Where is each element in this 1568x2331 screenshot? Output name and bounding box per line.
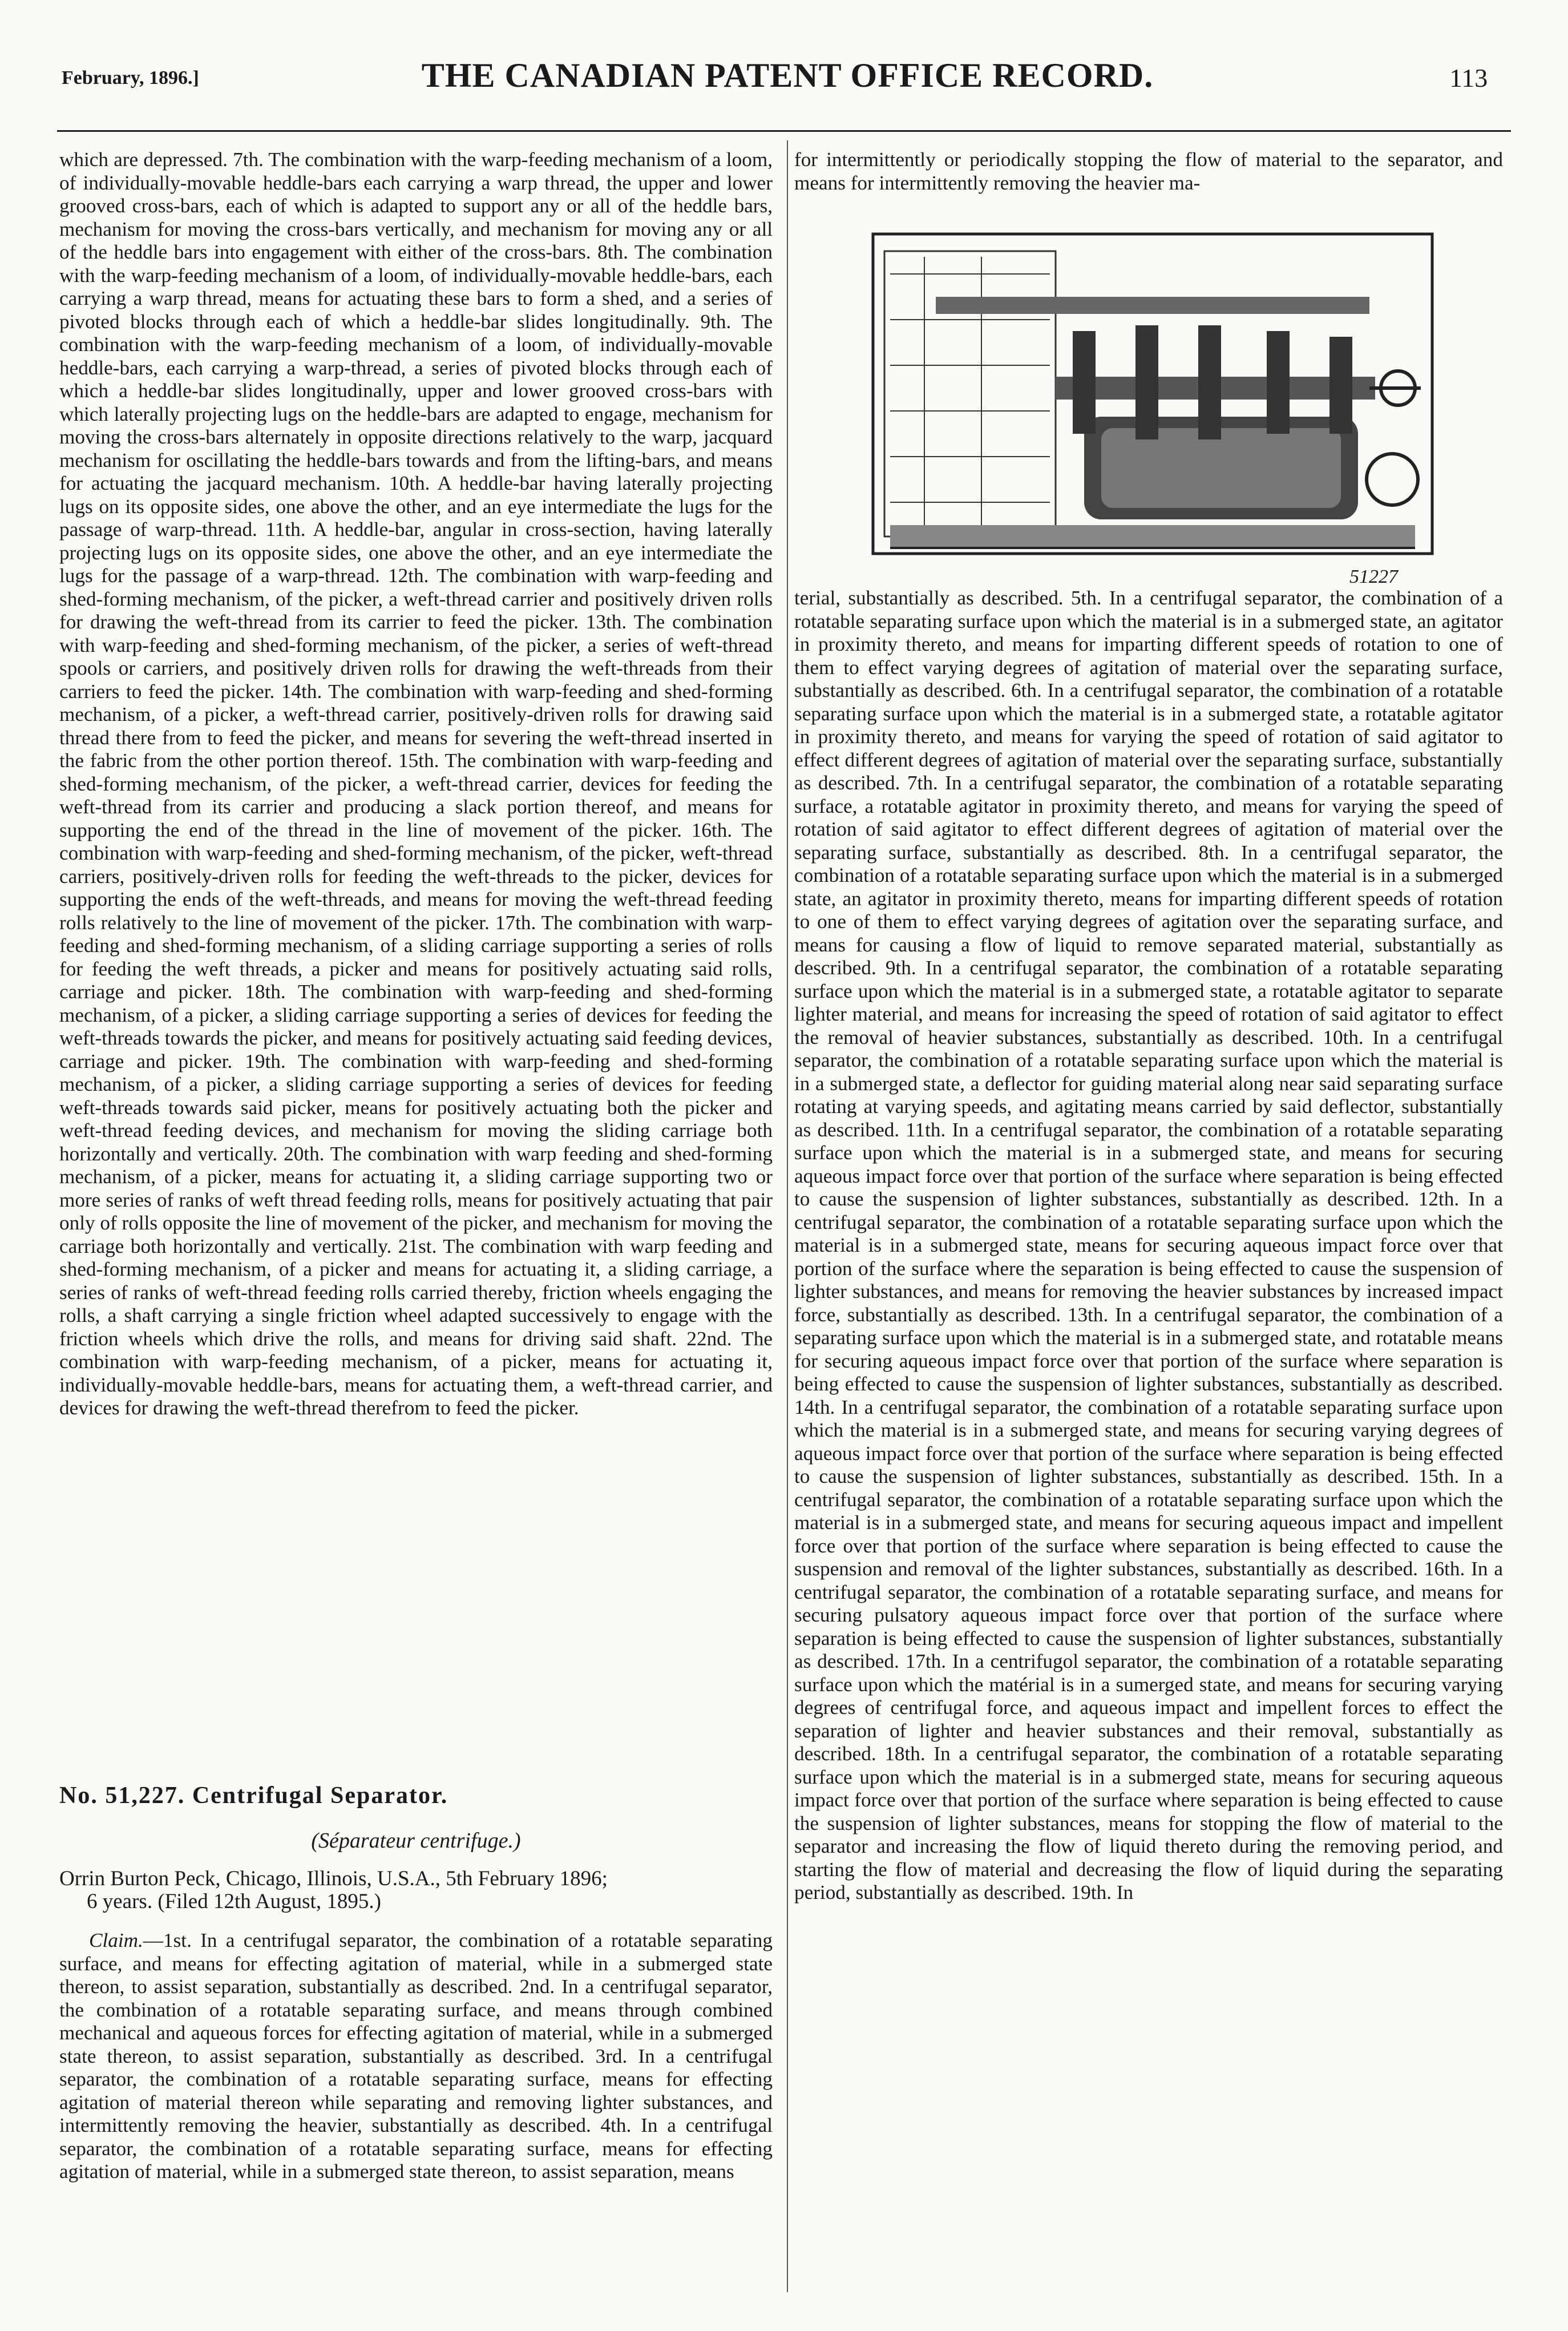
left-column-text xyxy=(59,148,773,1769)
figure-number: 51227 xyxy=(1349,566,1398,587)
page-title: THE CANADIAN PATENT OFFICE RECORD. xyxy=(421,57,1154,94)
claims-left-text xyxy=(59,1929,773,2184)
right-top-text: for intermittently or periodically stopping the flow of material to the separator, and means for intermittently removing the heavier ma- xyxy=(794,148,1503,194)
claim-label: Claim. xyxy=(89,1929,143,1951)
separator-drawing xyxy=(867,228,1438,571)
header-rule xyxy=(57,130,1511,132)
header-date: February, 1896.] xyxy=(62,67,199,88)
right-column-text xyxy=(794,587,1503,2293)
prior-patent-claims: which are depressed. 7th. The combination with the warp-feeding mechanism of a loom, of individually-movable heddle-bars each carrying a warp thread, the upper and lower grooved cross-bars, each of which is adapted to support any or all of the heddle bars, mechanism for moving the cross-bars vertically, and mechanism for moving any or all of the heddle bars into engagement with either of the cross-bars. 8th. The combination with the warp-feeding mechanism of a loom, of individually-movable heddle-bars, each carrying a warp thread, means for actuating these bars to form a shed, and a series of pivoted blocks through each of which a heddle-bar slides longitudinally. 9th. The combination with the warp-feeding mechanism of a loom, of individually-movable heddle-bars, each carrying a warp-thread, a series of pivoted blocks through each of which a heddle-bar slides longitudinally, upper and lower grooved cross-bars with which laterally projecting lugs on the heddle-bars are adapted to engage, mechanism for moving the cross-bars alternately in opposite directions relatively to the warp, jacquard mechanism for oscillating the heddle-bars towards and from the lifting-bars, and means for actuating the jacquard mechanism. 10th. A heddle-bar having laterally projecting lugs on its opposite sides, one above the other, and an eye intermediate the lugs for the passage of warp-thread. 11th. A heddle-bar, angular in cross-section, having laterally projecting lugs on its opposite sides, one above the other, and an eye intermediate the lugs for the passage of a warp-thread. 12th. The combination with warp-feeding and shed-forming mechanism, of the picker, a weft-thread carrier and positively driven rolls for drawing the weft-thread from its carrier to feed the picker. 13th. The combination with warp-feeding and shed-forming mechanism, of the picker, a series of weft-thread spools or carriers, and positively driven rolls for drawing the weft-threads from their carriers to feed the picker. 14th. The combination with warp-feeding and shed-forming mechanism, of a picker, a weft-thread carrier, positively-driven rolls for drawing said thread there from to feed the picker, and means for severing the weft-thread inserted in the fabric from the other portion thereof. 15th. The combination with warp-feeding and shed-forming mechanism, of the picker, a weft-thread carrier, devices for feeding the weft-thread from its carrier and producing a slack portion thereof, and means for supporting the end of the thread in the line of movement of the picker. 16th. The combination with warp-feeding and shed-forming mechanism, of the picker, weft-thread carriers, positively-driven rolls for feeding the weft-threads to the picker, devices for supporting the ends of the weft-threads, and means for moving the weft-thread feeding rolls relatively to the line of movement of the picker. 17th. The combination with warp-feeding and shed-forming mechanism, of a sliding carriage supporting a series of rolls for feeding the weft threads, a picker and means for positively actuating said rolls, carriage and picker. 18th. The combination with warp-feeding and shed-forming mechanism, of a picker, a sliding carriage supporting a series of devices for feeding the weft-threads towards the picker, and means for positively actuating said feeding devices, carriage and picker. 19th. The combination with warp-feeding and shed-forming mechanism, of a picker, a sliding carriage supporting a series of devices for feeding weft-threads towards said picker, means for positively actuating both the picker and weft-thread feeding devices, and mechanism for moving the sliding carriage both horizontally and vertically. 20th. The combination with warp feeding and shed-forming mechanism, of a picker, means for actuating it, a sliding carriage supporting two or more series of ranks of weft thread feeding rolls, means for positively actuating that pair only of rolls opposite the line of movement of the picker, and mechanism for moving the carriage both horizontally and vertically. 21st. The combination with warp feeding and shed-forming mechanism, of a picker and means for actuating it, a sliding carriage, a series of ranks of weft-thread feeding rolls carried thereby, friction wheels engaging the rolls, a shaft carrying a single friction wheel adapted successively to engage with the friction wheels which drive the rolls, and means for driving said shaft. 22nd. The combination with warp-feeding mechanism, of a picker, means for actuating it, individually-movable heddle-bars, means for actuating them, a weft-thread carrier, and devices for drawing the weft-thread therefrom to feed the picker. xyxy=(59,148,773,1419)
page-number: 113 xyxy=(1449,63,1488,92)
right-column-top xyxy=(794,148,1503,200)
patent-heading: No. 51,227. Centrifugal Separator. xyxy=(59,1782,448,1809)
separator-drawing-svg xyxy=(867,228,1438,571)
claims-left-body: —1st. In a centrifugal separator, the combination of a rotatable separating surface, and means for effecting agitation of material, while in a submerged state thereon, to assist separation, substantially as described. 2nd. In a centrifugal separator, the combination of a rotatable separating surface, and means through combined mechanical and aqueous forces for effecting agitation of material, while in a submerged state thereon, to assist separation, substantially as described. 3rd. In a centrifugal separator, the combination of a rotatable separating surface, means for effecting agitation of material thereon while separating and removing lighter substances, and intermittently removing the heavier, substantially as described. 4th. In a centrifugal separator, the combination of a rotatable separating surface, means for effecting agitation of material, while in a submerged state thereon, to assist separation, means xyxy=(59,1929,773,2183)
patent-inventor xyxy=(59,1868,773,1913)
claims-right-text: terial, substantially as described. 5th. In a centrifugal separator, the combination of a rotatable separating surface upon which the material is in a submerged state, an agitator in proximity thereto, and means for imparting different speeds of rotation to one of them to effect varying degrees of agitation of material over the separating surface, substantially as described. 6th. In a centrifugal separator, the combination of a rotatable separating surface upon which the material is in a submerged state, a rotatable agitator in proximity thereto, and means for varying the speed of rotation of said agitator to effect different degrees of agitation of material over the separating surface, substantially as described. 7th. In a centrifugal separator, the combination of a rotatable separating surface, a rotatable agitator in proximity thereto, and means for varying the speed of rotation of said agitator to effect different degrees of agitation of material over the separating surface, substantially as described. 8th. In a centrifugal separator, the combination of a rotatable separating surface upon which the material is in a submerged state, an agitator in proximity thereto, means for imparting different speeds of rotation to one of them to effect varying degrees of agitation over the separating surface, and means for causing a flow of liquid to remove separated material, substantially as described. 9th. In a centrifugal separator, the combination of a rotatable separating surface upon which the material is in a submerged state, a rotatable agitator to separate lighter material, and means for increasing the speed of rotation of said agitator to effect the removal of heavier substances, substantially as described. 10th. In a centrifugal separator, the combination of a rotatable separating surface upon which the material is in a submerged state, a deflector for guiding material along near said separating surface rotating at varying speeds, and agitating means carried by said deflector, substantially as described. 11th. In a centrifugal separator, the combination of a rotatable separating surface upon which the material is in a submerged state, and means for securing aqueous impact force over that portion of the surface where separation is being effected to cause the suspension of lighter substances, substantially as described. 12th. In a centrifugal separator, the combination of a rotatable separating surface upon which the material is in a submerged state, means for securing aqueous impact force over that portion of the surface where the separation is being effected to cause the suspension of lighter substances, and means for removing the heavier substances by increased impact force, substantially as described. 13th. In a centrifugal separator, the combination of a separating surface upon which the material is in a submerged state, and rotatable means for securing aqueous impact force over that portion of the surface where separation is being effected to cause the suspension of lighter substances, substantially as described. 14th. In a centrifugal separator, the combination of a rotatable separating surface upon which the material is in a submerged state, and means for securing varying degrees of aqueous impact force over that portion of the surface where separation is being effected to cause the suspension of lighter substances, substantially as described. 15th. In a centrifugal separator, the combination of a rotatable separating surface upon which the material is in a submerged state, and means for securing aqueous impact and impellent force over that portion of the surface where separation is being effected to cause the suspension and removal of the lighter substances, substantially as described. 16th. In a centrifugal separator, the combination of a rotatable separating surface, and means for securing pulsatory aqueous impact force over that portion of the surface where separation is being effected to cause the suspension of lighter substances, substantially as described. 17th. In a centrifugol separator, the combination of a rotatable separating surface upon which the matérial is in a sumerged state, and means for securing varying degrees of centrifugal force, and aqueous impact and impellent forces to effect the separation of lighter and heavier substances and their removal, substantially as described. 18th. In a centrifugal separator, the combination of a rotatable separating surface upon which the material is in a submerged state, means for securing aqueous impact force over that portion of the surface where separation is being effected to cause the suspension of lighter substances, means for stopping the flow of material to the separator and increasing the flow of liquid thereto during the removing period, and starting the flow of material and decreasing the flow of liquid during the separating period, substantially as described. 19th. In xyxy=(794,587,1503,1903)
patent-french-title: (Séparateur centrifuge.) xyxy=(311,1829,521,1853)
claims-left-column xyxy=(59,1929,773,2306)
column-divider xyxy=(787,140,788,2292)
inventor-line-1: Orrin Burton Peck, Chicago, Illinois, U.S.A., 5th February 1896; xyxy=(59,1867,608,1890)
inventor-line-2: 6 years. (Filed 12th August, 1895.) xyxy=(87,1890,381,1913)
